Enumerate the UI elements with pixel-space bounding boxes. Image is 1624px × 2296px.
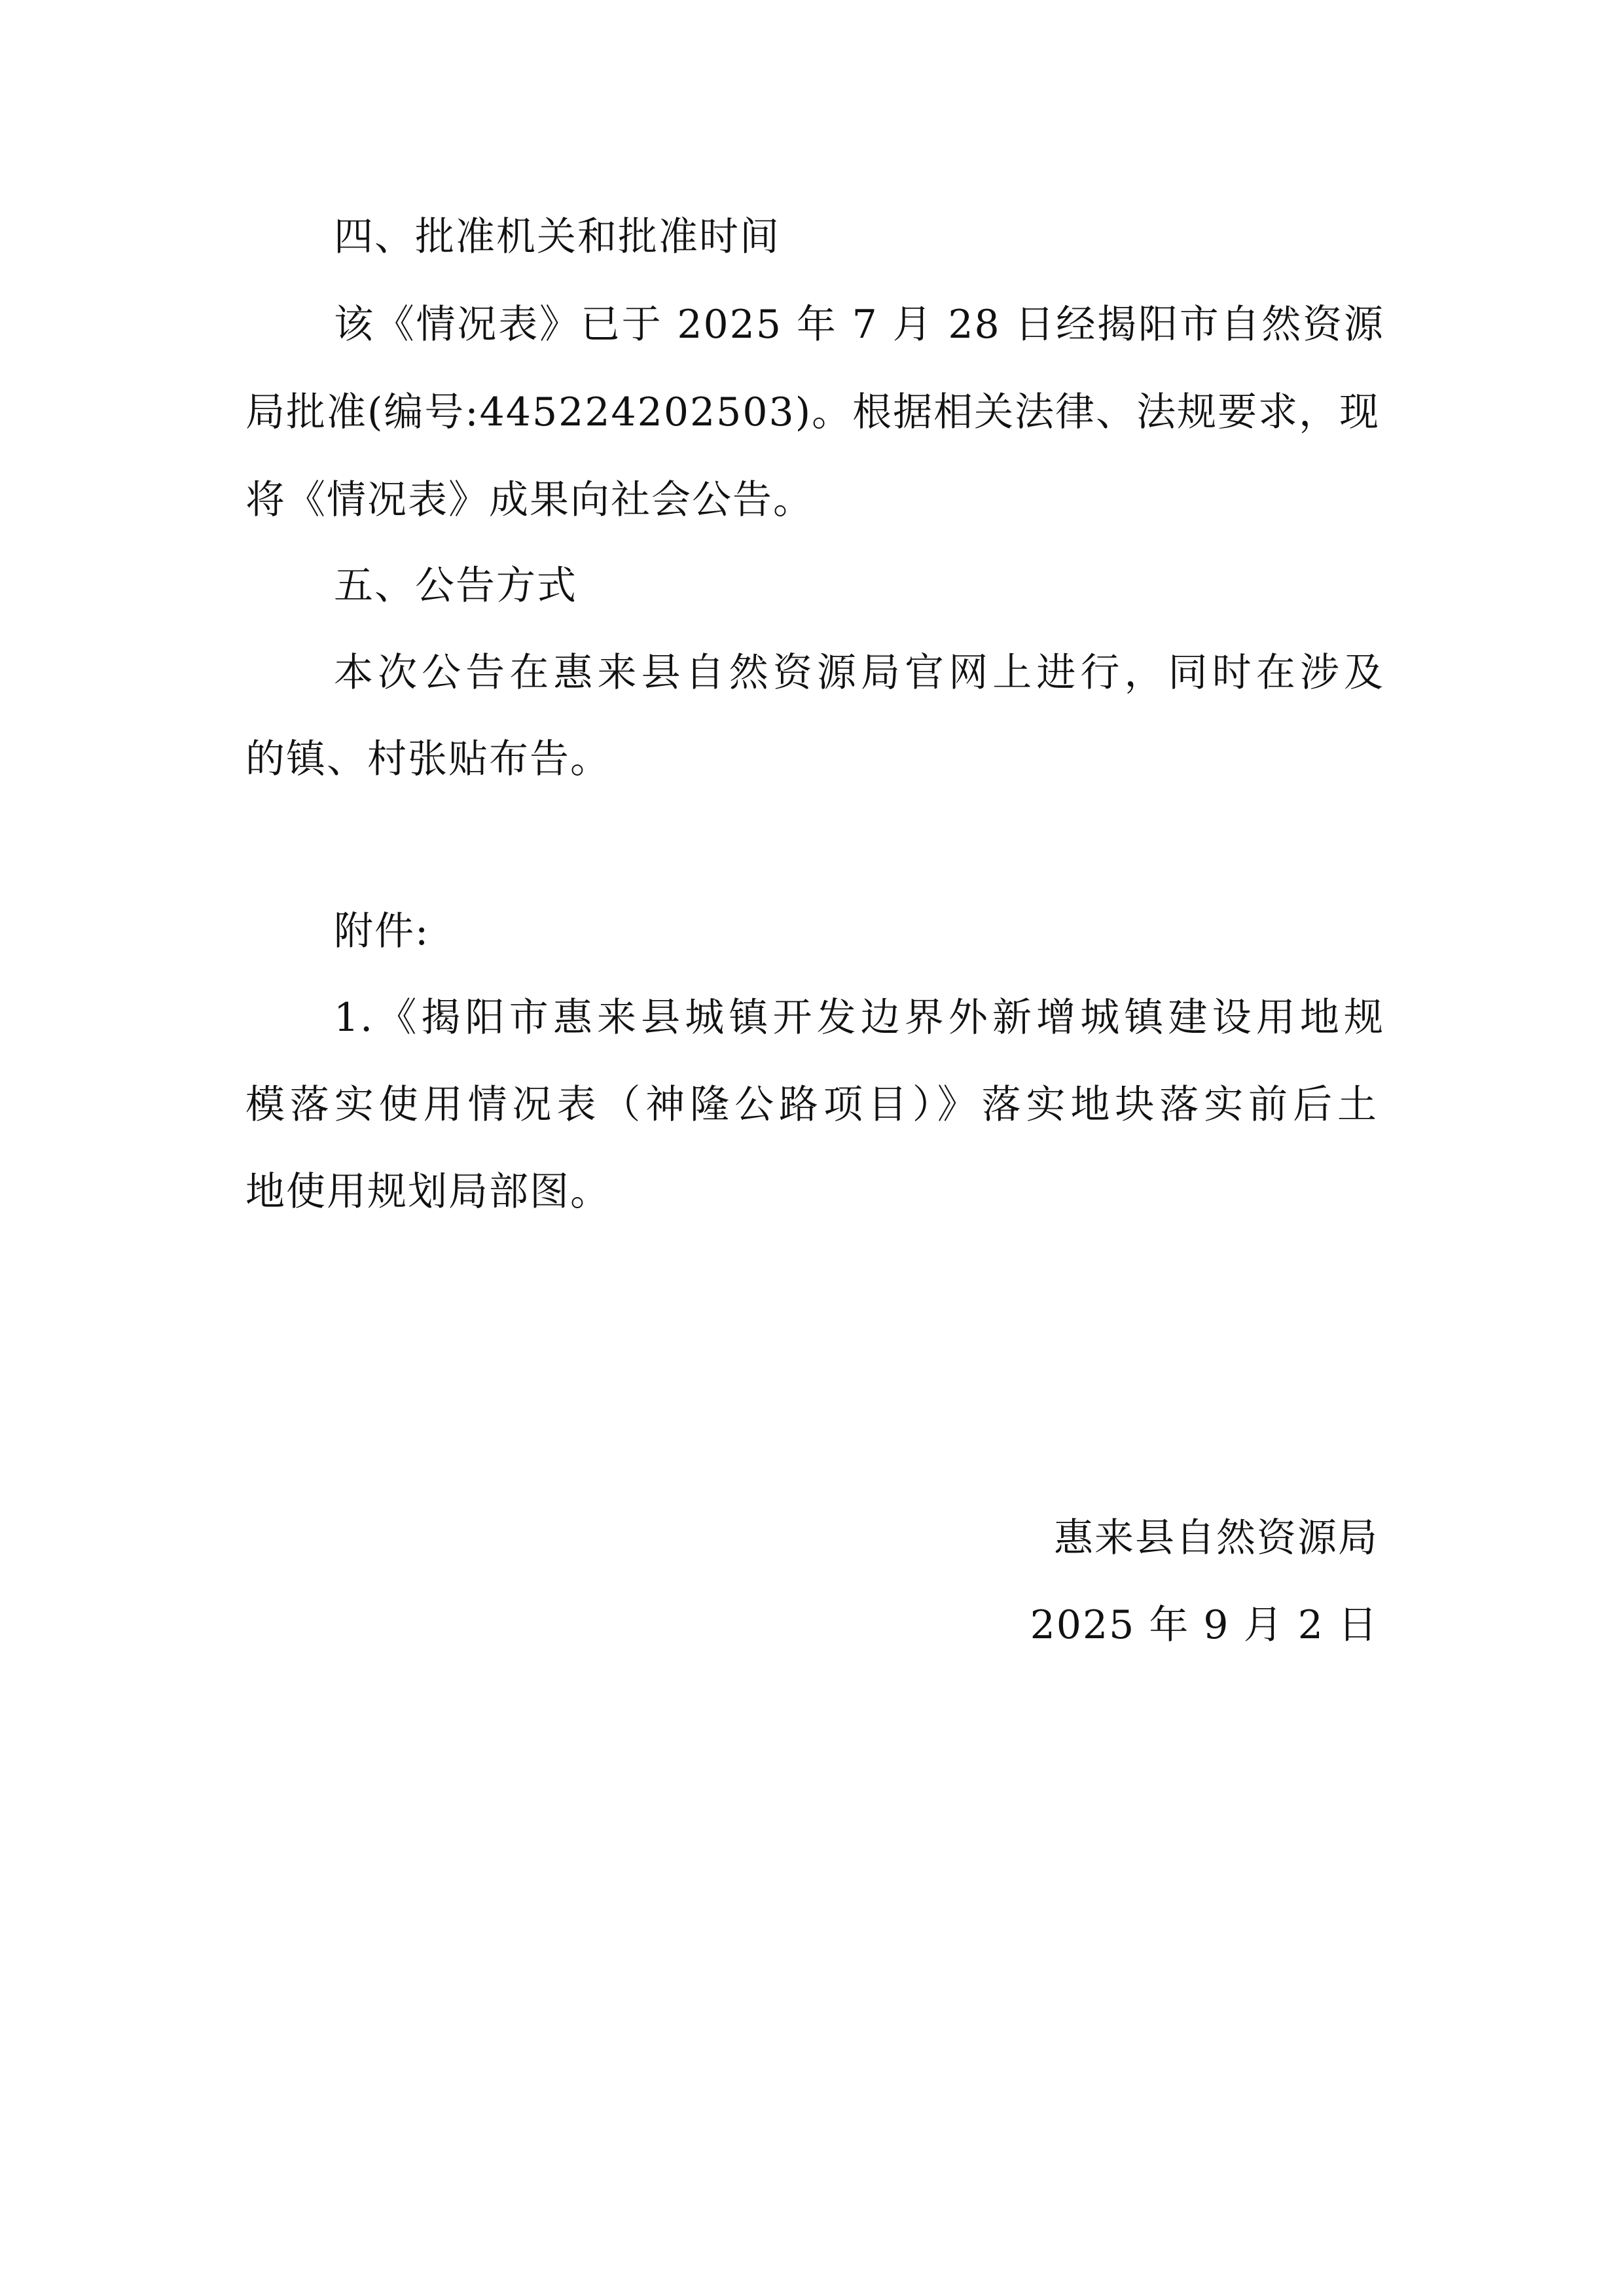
- issue-date: 2025 年 9 月 2 日: [1030, 1602, 1379, 1648]
- section-four-body-line-3: 将《情况表》成果向社会公告。: [245, 477, 814, 523]
- section-four-body-line-1: 该《情况表》已于 2025 年 7 月 28 日经揭阳市自然资源: [334, 302, 1384, 348]
- attachments-label: 附件:: [334, 908, 430, 954]
- section-five-heading: 五、公告方式: [334, 563, 577, 609]
- attachment-item-line-3: 地使用规划局部图。: [245, 1169, 611, 1215]
- issuer-name: 惠来县自然资源局: [1054, 1515, 1379, 1561]
- section-five-body-line-1: 本次公告在惠来县自然资源局官网上进行，同时在涉及: [334, 650, 1384, 696]
- attachment-item-line-1: 1.《揭阳市惠来县城镇开发边界外新增城镇建设用地规: [334, 995, 1384, 1041]
- section-five-body-line-2: 的镇、村张贴布告。: [245, 736, 611, 782]
- section-four-heading: 四、批准机关和批准时间: [334, 214, 780, 260]
- attachment-item-line-2: 模落实使用情况表（神隆公路项目）》落实地块落实前后土: [245, 1082, 1378, 1128]
- section-four-body-line-2: 局批准(编号:445224202503)。根据相关法律、法规要求，现: [245, 389, 1380, 435]
